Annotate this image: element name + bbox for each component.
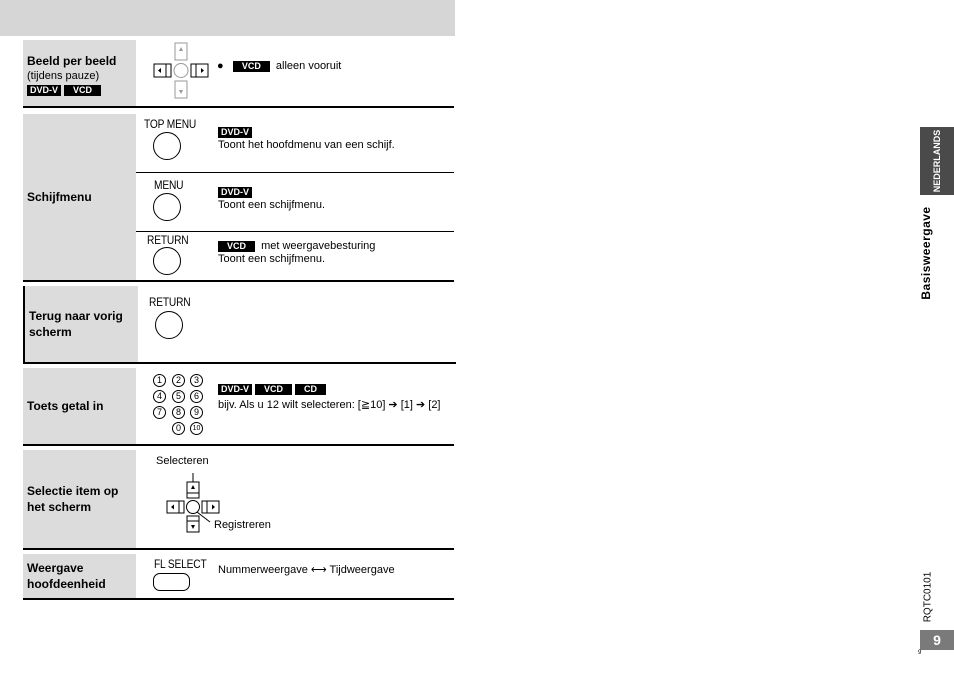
number-example: bijv. Als u 12 wilt selecteren: [≧10] ➔ [1] ➔ [2] xyxy=(218,399,441,411)
vcd-badge: VCD xyxy=(218,241,255,252)
cursor-pad-icon[interactable] xyxy=(153,43,213,99)
dvd-v-badge: DVD-V xyxy=(218,384,252,395)
fl-select-button[interactable] xyxy=(153,573,190,591)
number-key[interactable]: 10 xyxy=(190,422,203,435)
number-key[interactable]: 6 xyxy=(190,390,203,403)
row-title: Beeld per beeld xyxy=(27,54,117,68)
vcd-badge: VCD xyxy=(255,384,292,395)
return-button[interactable] xyxy=(153,247,181,275)
bullet-icon: ● xyxy=(217,60,224,72)
vcd-badge: VCD xyxy=(233,61,270,72)
row-title-line2: het scherm xyxy=(27,500,92,514)
row-title: Schijfmenu xyxy=(27,190,92,204)
row-back xyxy=(23,286,456,364)
menu-button[interactable] xyxy=(153,193,181,221)
number-key[interactable]: 0 xyxy=(172,422,185,435)
row-title: Toets getal in xyxy=(27,399,104,413)
return-label: RETURN xyxy=(149,295,191,309)
document-code: RQTC0101 xyxy=(922,571,934,623)
number-key[interactable]: 4 xyxy=(153,390,166,403)
row-title-line1: Terug naar vorig xyxy=(29,309,123,323)
divider xyxy=(136,231,454,232)
return-note: met weergavebesturing xyxy=(261,240,376,252)
select-text: Selecteren xyxy=(156,455,209,467)
row-frame-by-frame xyxy=(23,40,454,108)
register-text: Registreren xyxy=(214,519,271,531)
fl-select-label: FL SELECT xyxy=(154,557,207,571)
language-label: NEDERLANDS xyxy=(932,129,942,193)
top-menu-button[interactable] xyxy=(153,132,181,160)
row-label xyxy=(23,114,136,280)
row-label xyxy=(23,40,136,106)
menu-description: Toont een schijfmenu. xyxy=(218,199,326,211)
number-key[interactable]: 8 xyxy=(172,406,185,419)
row-title-line1: Weergave xyxy=(27,561,84,575)
top-menu-label: TOP MENU xyxy=(144,117,197,131)
row-label xyxy=(25,286,138,362)
row-subtitle: (tijdens pauze) xyxy=(27,70,100,82)
row-label xyxy=(23,554,136,598)
dvd-v-badge: DVD-V xyxy=(218,127,252,138)
display-description: Nummerweergave ⟷ Tijdweergave xyxy=(218,564,395,576)
menu-label: MENU xyxy=(154,178,184,192)
language-tab xyxy=(920,127,954,195)
page-number: 9 xyxy=(920,630,954,650)
row-disc-menu xyxy=(23,114,454,282)
row-number-keys xyxy=(23,368,454,446)
page-number-small: 9 xyxy=(918,650,922,656)
row-select-item xyxy=(23,450,454,550)
number-key[interactable]: 9 xyxy=(190,406,203,419)
row-label xyxy=(23,450,136,548)
vcd-badge: VCD xyxy=(64,85,101,96)
number-key[interactable]: 3 xyxy=(190,374,203,387)
number-keypad xyxy=(153,374,213,440)
header-bar xyxy=(0,0,455,36)
divider xyxy=(136,172,454,173)
cd-badge: CD xyxy=(295,384,326,395)
select-cursor-pad-icon[interactable] xyxy=(166,472,220,536)
return-label: RETURN xyxy=(147,233,189,247)
row-title-line1: Selectie item op xyxy=(27,484,119,498)
number-key[interactable]: 7 xyxy=(153,406,166,419)
dvd-v-badge: DVD-V xyxy=(27,85,61,96)
row-title-line2: hoofdeenheid xyxy=(27,577,106,591)
return-button[interactable] xyxy=(155,311,183,339)
number-key[interactable]: 5 xyxy=(172,390,185,403)
return-description: Toont een schijfmenu. xyxy=(218,253,326,265)
row-label xyxy=(23,368,136,444)
top-menu-description: Toont het hoofdmenu van een schijf. xyxy=(218,139,395,151)
row-title-line2: scherm xyxy=(29,325,72,339)
number-key[interactable]: 1 xyxy=(153,374,166,387)
section-title: Basisweergave xyxy=(919,206,933,300)
row-display-unit xyxy=(23,554,454,600)
number-key[interactable]: 2 xyxy=(172,374,185,387)
frame-description: alleen vooruit xyxy=(275,60,342,72)
dvd-v-badge: DVD-V xyxy=(218,187,252,198)
